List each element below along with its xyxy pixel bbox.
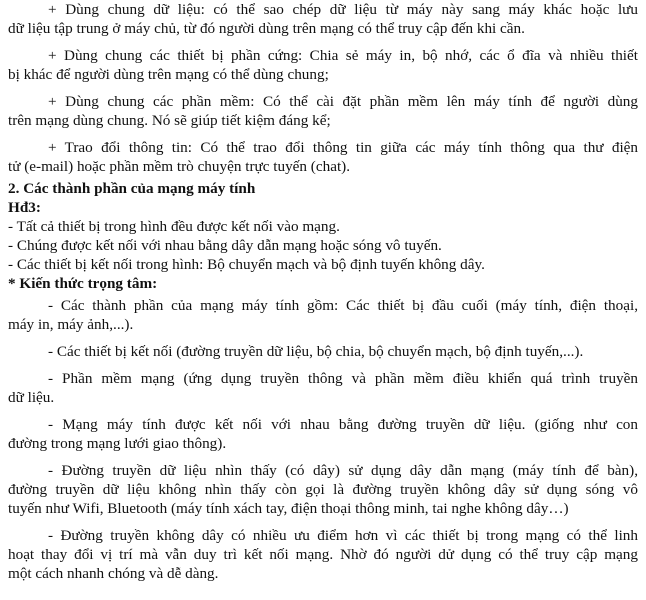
text-line: + Trao đổi thông tin: Có thể trao đổi thông tin giữa các máy tính thông qua thư điện — [48, 139, 638, 156]
text-line: + Dùng chung các phần mềm: Có thể cài đặt phần mềm lên máy tính để người dùng — [48, 93, 638, 110]
paragraph-wired-wireless — [8, 461, 638, 518]
list-item: - Tất cả thiết bị trong hình đều được kết nối vào mạng. — [8, 218, 340, 235]
text-line: tuyến như Wifi, Bluetooth (máy tính xách tay, điện thoại thông minh, tai nghe không dây…) — [8, 500, 569, 517]
text-line: máy in, máy ảnh,...). — [8, 316, 134, 333]
paragraph-information-exchange — [8, 138, 638, 176]
paragraph-shared-software — [8, 92, 638, 130]
list-item: - Các thiết bị kết nối trong hình: Bộ chuyển mạch và bộ định tuyến không dây. — [8, 256, 485, 273]
text-line: đường truyền dữ liệu không nhìn thấy còn gọi là đường truyền không dây sử dụng sóng vô — [8, 481, 638, 498]
section-heading: 2. Các thành phần của mạng máy tính — [8, 180, 256, 197]
text-line: - Phần mềm mạng (ứng dụng truyền thông và phần mềm điều khiển quá trình truyền — [48, 370, 638, 387]
paragraph-components — [8, 296, 638, 334]
text-line: một cách nhanh chóng và dễ dàng. — [8, 565, 219, 582]
activity-label: Hđ3: — [8, 199, 41, 216]
paragraph-wireless-advantages — [8, 526, 638, 583]
focus-heading: * Kiến thức trọng tâm: — [8, 275, 158, 292]
text-line: - Các thiết bị kết nối (đường truyền dữ liệu, bộ chia, bộ chuyển mạch, bộ định tuyến,...). — [48, 343, 584, 360]
list-item: - Chúng được kết nối với nhau bằng dây dẫn mạng hoặc sóng vô tuyến. — [8, 237, 442, 254]
text-line: bị khác để người dùng trên mạng có thể dùng chung; — [8, 66, 329, 83]
text-line: dữ liệu tập trung ở máy chủ, từ đó người dùng trên mạng có thể truy cập đến khi cần. — [8, 20, 525, 37]
text-line: + Dùng chung các thiết bị phần cứng: Chia sẻ máy in, bộ nhớ, các ổ đĩa và nhiều thiết — [48, 47, 638, 64]
text-line: trên mạng dùng chung. Nó sẽ giúp tiết kiệm đáng kể; — [8, 112, 331, 129]
text-line: - Mạng máy tính được kết nối với nhau bằng đường truyền dữ liệu. (giống như con — [48, 416, 638, 433]
text-line: - Các thành phần của mạng máy tính gồm: Các thiết bị đầu cuối (máy tính, điện thoại, — [48, 297, 638, 314]
text-line: - Đường truyền dữ liệu nhìn thấy (có dây) sử dụng dây dẫn mạng (máy tính để bàn), — [48, 462, 638, 479]
paragraph-connection-devices — [8, 342, 638, 361]
text-line: - Đường truyền không dây có nhiều ưu điểm hơn vì các thiết bị trong mạng có thể linh — [48, 527, 638, 544]
text-line: đường trong mạng lưới giao thông). — [8, 435, 227, 452]
text-line: dữ liệu. — [8, 389, 55, 406]
paragraph-shared-hardware — [8, 46, 638, 84]
text-line: + Dùng chung dữ liệu: có thể sao chép dữ liệu từ máy này sang máy khác hoặc lưu — [48, 1, 638, 18]
text-line: tử (e-mail) hoặc phần mềm trò chuyện trực tuyến (chat). — [8, 158, 351, 175]
paragraph-network-software — [8, 369, 638, 407]
text-line: hoạt thay đổi vị trí mà vẫn duy trì kết nối mạng. Nhờ đó người dử dụng có thể truy cập mạng — [8, 546, 638, 563]
paragraph-transmission — [8, 415, 638, 453]
paragraph-shared-data — [8, 0, 638, 38]
